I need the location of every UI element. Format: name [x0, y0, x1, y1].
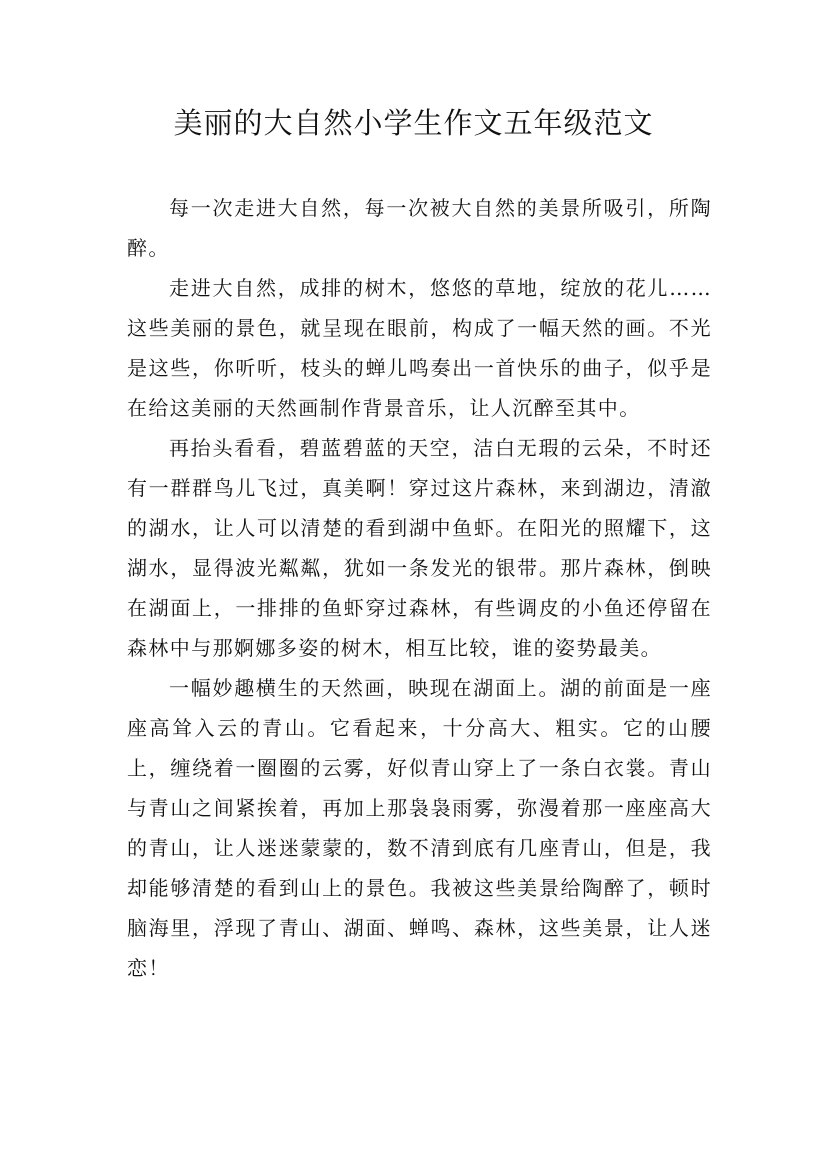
paragraph-1: 每一次走进大自然，每一次被大自然的美景所吸引，所陶醉。	[127, 196, 712, 260]
paragraph-2: 走进大自然，成排的树木，悠悠的草地，绽放的花儿……这些美丽的景色，就呈现在眼前，构成了一幅天然的画。不光是这些，你听听，枝头的蝉儿鸣奏出一首快乐的曲子，似乎是在给这美丽的天然画制作背景音乐，让人沉醉至其中。	[127, 276, 712, 420]
document-title: 美丽的大自然小学生作文五年级范文	[173, 106, 654, 140]
paragraph-4: 一幅妙趣横生的天然画，映现在湖面上。湖的前面是一座座高耸入云的青山。它看起来，十分高大、粗实。它的山腰上，缠绕着一圈圈的云雾，好似青山穿上了一条白衣裳。青山与青山之间紧挨着，再加上那袅袅雨雾，弥漫着那一座座高大的青山，让人迷迷蒙蒙的，数不清到底有几座青山，但是，我却能够清楚的看到山上的景色。我被这些美景给陶醉了，顿时脑海里，浮现了青山、湖面、蝉鸣、森林，这些美景，让人迷恋！	[127, 676, 712, 980]
paragraph-3: 再抬头看看，碧蓝碧蓝的天空，洁白无瑕的云朵，不时还有一群群鸟儿飞过，真美啊！穿过这片森林，来到湖边，清澈的湖水，让人可以清楚的看到湖中鱼虾。在阳光的照耀下，这湖水，显得波光粼粼，犹如一条发光的银带。那片森林，倒映在湖面上，一排排的鱼虾穿过森林，有些调皮的小鱼还停留在森林中与那婀娜多姿的树木，相互比较，谁的姿势最美。	[127, 436, 712, 660]
document-body	[127, 188, 712, 988]
